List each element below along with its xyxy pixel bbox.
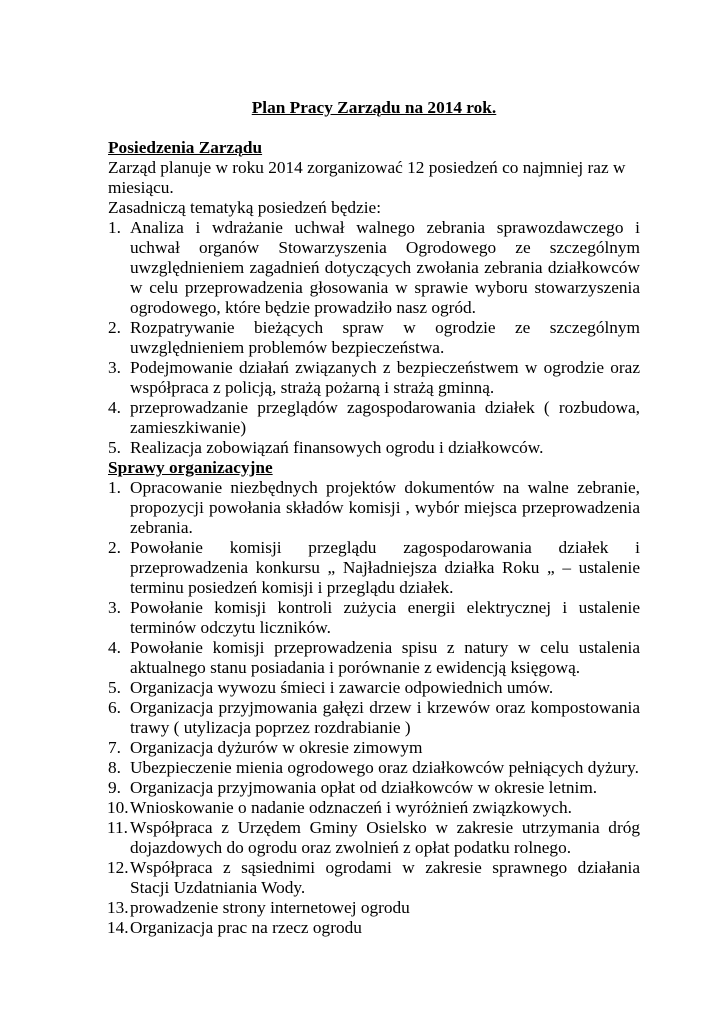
item-text: przeprowadzanie przeglądów zagospodarowania działek ( rozbudowa, zamieszkiwanie) bbox=[130, 398, 640, 437]
section-heading: Posiedzenia Zarządu bbox=[108, 138, 263, 157]
list-item bbox=[108, 778, 640, 798]
list-item bbox=[108, 358, 640, 398]
item-text: Organizacja dyżurów w okresie zimowym bbox=[130, 738, 423, 757]
item-text: Analiza i wdrażanie uchwał walnego zebrania sprawozdawczego i uchwał organów Stowarzyszenia Ogrodowego ze szczególnym uwzględnieniem zagadnień dotyczących zwołania zebrania działkowców w celu przeprowadzenia głosowania w sprawie wyboru stowarzyszenia ogrodowego, które będzie prowadziło nasz ogród. bbox=[130, 218, 640, 317]
list-item bbox=[108, 638, 640, 678]
item-text: Realizacja zobowiązań finansowych ogrodu i działkowców. bbox=[130, 438, 544, 457]
item-number: 12. bbox=[107, 858, 129, 877]
item-number: 4. bbox=[108, 638, 121, 657]
item-text: Powołanie komisji kontroli zużycia energii elektrycznej i ustalenie terminów odczytu liczników. bbox=[130, 598, 640, 637]
list-item bbox=[108, 318, 640, 358]
item-number: 3. bbox=[108, 598, 121, 617]
item-number: 1. bbox=[108, 478, 121, 497]
item-number: 10. bbox=[107, 798, 129, 817]
list-item bbox=[108, 918, 640, 938]
topics-label: Zasadniczą tematyką posiedzeń będzie: bbox=[108, 198, 382, 217]
section-heading: Sprawy organizacyjne bbox=[108, 458, 273, 477]
item-number: 8. bbox=[108, 758, 121, 777]
topics-list bbox=[108, 218, 640, 458]
list-item bbox=[108, 598, 640, 638]
document-title: Plan Pracy Zarządu na 2014 rok. bbox=[251, 98, 497, 117]
item-text: Ubezpieczenie mienia ogrodowego oraz działkowców pełniących dyżury. bbox=[130, 758, 639, 777]
item-number: 5. bbox=[108, 678, 121, 697]
list-item bbox=[108, 398, 640, 438]
organizational-list bbox=[108, 478, 640, 938]
list-item bbox=[108, 438, 640, 458]
item-number: 9. bbox=[108, 778, 121, 797]
item-number: 13. bbox=[107, 898, 129, 917]
item-number: 11. bbox=[107, 818, 128, 837]
list-item bbox=[108, 538, 640, 598]
item-text: Powołanie komisji przeprowadzenia spisu z natury w celu ustalenia aktualnego stanu posiadania i porównanie z ewidencją księgową. bbox=[130, 638, 640, 677]
item-number: 6. bbox=[108, 698, 121, 717]
item-text: Organizacja przyjmowania opłat od działkowców w okresie letnim. bbox=[130, 778, 598, 797]
item-text: Podejmowanie działań związanych z bezpieczeństwem w ogrodzie oraz współpraca z policją, strażą pożarną i strażą gminną. bbox=[130, 358, 640, 397]
list-item bbox=[108, 898, 640, 918]
list-item bbox=[108, 218, 640, 318]
list-item bbox=[108, 798, 640, 818]
item-number: 7. bbox=[108, 738, 121, 757]
list-item bbox=[108, 818, 640, 858]
list-item bbox=[108, 758, 640, 778]
section-sprawy-organizacyjne bbox=[108, 458, 640, 938]
list-item bbox=[108, 478, 640, 538]
item-number: 1. bbox=[108, 218, 121, 237]
item-text: Organizacja wywozu śmieci i zawarcie odpowiednich umów. bbox=[130, 678, 554, 697]
item-text: Opracowanie niezbędnych projektów dokumentów na walne zebranie, propozycji powołania składów komisji , wybór miejsca przeprowadzenia zebrania. bbox=[130, 478, 640, 537]
item-number: 2. bbox=[108, 538, 121, 557]
item-number: 4. bbox=[108, 398, 121, 417]
item-text: Organizacja prac na rzecz ogrodu bbox=[130, 918, 362, 937]
intro-paragraph: Zarząd planuje w roku 2014 zorganizować 12 posiedzeń co najmniej raz w miesiącu. bbox=[108, 158, 626, 197]
item-text: Współpraca z Urzędem Gminy Osielsko w zakresie utrzymania dróg dojazdowych do ogrodu oraz zwolnień z opłat podatku rolnego. bbox=[130, 818, 640, 857]
item-text: Współpraca z sąsiednimi ogrodami w zakresie sprawnego działania Stacji Uzdatniania Wody. bbox=[130, 858, 640, 897]
item-number: 2. bbox=[108, 318, 121, 337]
list-item bbox=[108, 738, 640, 758]
item-text: Wnioskowanie o nadanie odznaczeń i wyróżnień związkowych. bbox=[130, 798, 572, 817]
item-text: Rozpatrywanie bieżących spraw w ogrodzie ze szczególnym uwzględnieniem problemów bezpieczeństwa. bbox=[130, 318, 640, 357]
list-item bbox=[108, 678, 640, 698]
section-posiedzenia bbox=[108, 138, 640, 458]
list-item bbox=[108, 698, 640, 738]
item-text: Organizacja przyjmowania gałęzi drzew i krzewów oraz kompostowania trawy ( utylizacja poprzez rozdrabianie ) bbox=[130, 698, 640, 737]
item-text: Powołanie komisji przeglądu zagospodarowania działek i przeprowadzenia konkursu „ Najładniejsza działka Roku „ – ustalenie terminu posiedzeń komisji i przeglądu działek. bbox=[130, 538, 640, 597]
item-number: 5. bbox=[108, 438, 121, 457]
item-text: prowadzenie strony internetowej ogrodu bbox=[130, 898, 410, 917]
list-item bbox=[108, 858, 640, 898]
item-number: 14. bbox=[107, 918, 129, 937]
item-number: 3. bbox=[108, 358, 121, 377]
